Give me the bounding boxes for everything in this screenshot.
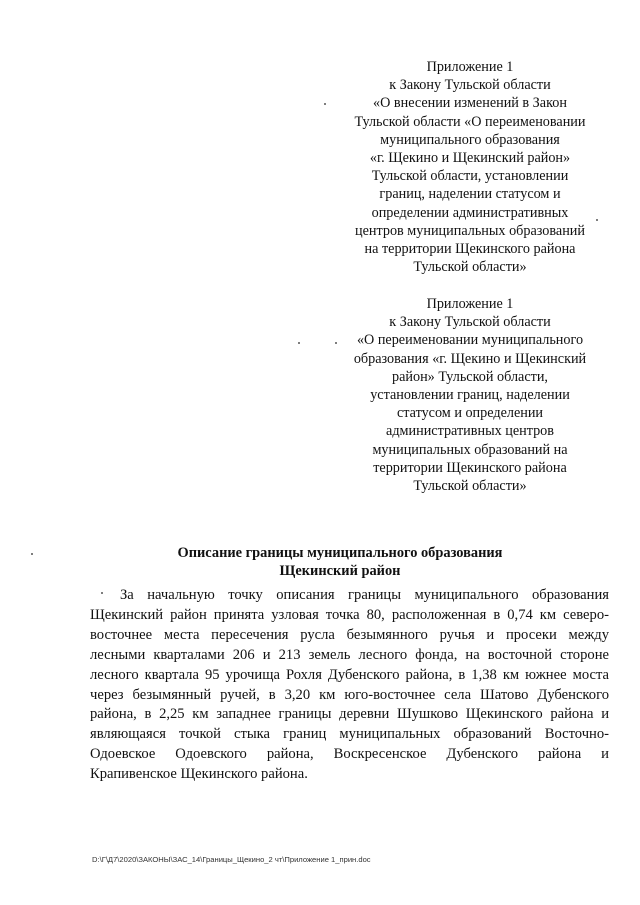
annex-line: статусом и определении	[396, 405, 544, 422]
annex-line: определении административных	[371, 204, 569, 221]
annex-line: территории Щекинского района	[373, 459, 567, 476]
paragraph-line: являющаяся точкой стыка границ муниципальных образований Восточно-	[90, 726, 609, 743]
annex-line: Тульской области»	[413, 259, 527, 276]
heading-line-2: Щекинский район	[279, 563, 401, 579]
scan-speck	[101, 592, 103, 594]
paragraph-line: восточнее места пересечения русла безымянного ручья и просеки между	[90, 626, 609, 643]
paragraph-line: района, в 2,25 км западнее границы деревни Шушково Щекинского района и	[90, 706, 609, 723]
paragraph-line: через безымянный ручей, в 3,20 км юго-восточнее села Шатово Дубенского	[90, 686, 609, 703]
annex-line: центров муниципальных образований	[355, 222, 585, 239]
annex-header-amending-law	[320, 58, 620, 276]
annex-line: муниципальных образований на	[372, 441, 568, 458]
annex-line: образования «г. Щекино и Щекинский	[353, 350, 587, 367]
paragraph-line: Щекинский район принята узловая точка 80, расположенная в 0,74 км северо-	[90, 606, 609, 623]
heading-line-1: Описание границы муниципального образования	[177, 545, 503, 561]
scan-speck	[324, 103, 326, 105]
annex-line: установлении границ, наделении	[370, 387, 570, 404]
boundary-description-paragraph	[90, 586, 609, 785]
annex-header-original-law	[320, 295, 620, 495]
annex-line: район» Тульской области,	[392, 368, 548, 385]
scan-speck	[298, 342, 300, 344]
annex-line: Приложение 1	[426, 59, 514, 75]
annex-line: «О переименовании муниципального	[356, 332, 584, 349]
paragraph-line: лесными кварталами 206 и 213 земель лесного фонда, на восточной стороне	[90, 646, 609, 663]
annex-line: Тульской области, установлении	[371, 168, 569, 185]
annex-line: административных центров	[386, 423, 554, 440]
annex-line: Приложение 1	[426, 296, 514, 312]
file-path-footer: D:\Г\Д7\2020\ЗАКОНЫ\ЗАС_14\Границы_Щекино_2 чт\Приложение 1_прин.doc	[92, 855, 371, 864]
paragraph-line: лесного квартала 95 урочища Рохля Дубенского района, в 1,38 км южнее моста	[90, 666, 609, 683]
paragraph-line: Одоевское Одоевского района, Воскресенское Дубенского района и	[90, 746, 609, 763]
annex-line: границ, наделении статусом и	[379, 186, 561, 203]
paragraph-line: За начальную точку описания границы муниципального образования	[120, 587, 609, 603]
annex-line: Тульской области»	[413, 478, 527, 495]
paragraph-line: Крапивенское Щекинского района.	[90, 766, 308, 783]
scan-speck	[335, 342, 337, 344]
section-heading	[120, 544, 560, 580]
scan-speck	[596, 219, 598, 221]
annex-line: муниципального образования	[380, 131, 560, 148]
annex-line: к Закону Тульской области	[389, 77, 551, 94]
annex-line: к Закону Тульской области	[389, 314, 551, 331]
annex-line: «г. Щекино и Щекинский район»	[369, 150, 571, 167]
annex-line: Тульской области «О переименовании	[354, 113, 586, 130]
scan-speck	[31, 553, 33, 555]
annex-line: «О внесении изменений в Закон	[373, 95, 567, 112]
annex-line: на территории Щекинского района	[364, 241, 576, 258]
